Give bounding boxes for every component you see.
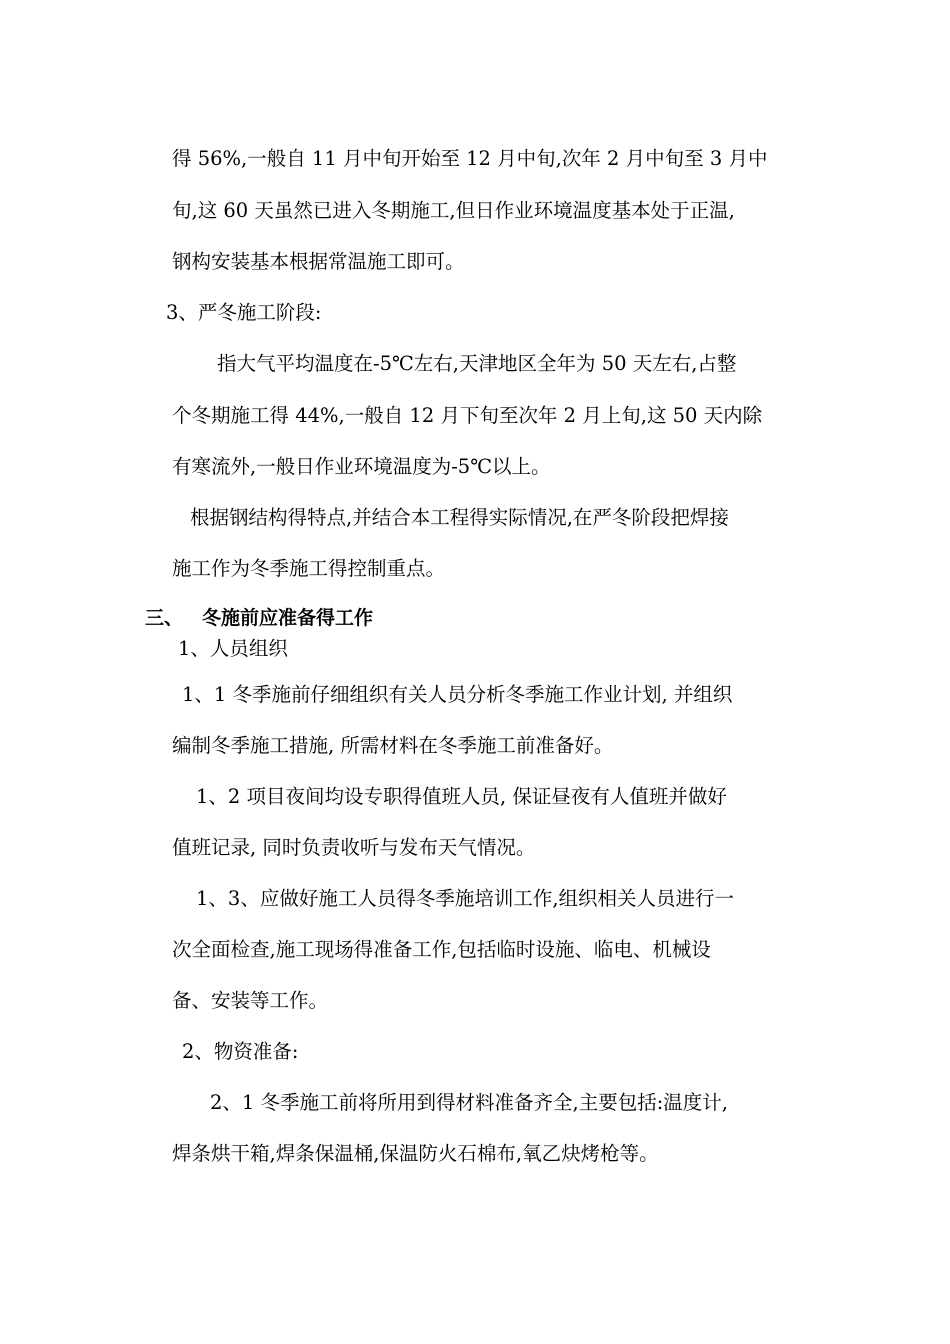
- list-item-line: 1、2 项目夜间均设专职得值班人员, 保证昼夜有人值班并做好: [196, 785, 727, 808]
- list-item-line: 焊条烘干箱,焊条保温桶,保温防火石棉布,氧乙炔烤枪等。: [172, 1142, 659, 1165]
- paragraph-line: 有寒流外,一般日作业环境温度为-5℃以上。: [172, 455, 551, 478]
- list-item-line: 编制冬季施工措施, 所需材料在冬季施工前准备好。: [172, 734, 614, 757]
- paragraph-line: 指大气平均温度在-5℃左右,天津地区全年为 50 天左右,占整: [217, 352, 737, 375]
- subheading-materials: 2、物资准备:: [182, 1040, 299, 1063]
- list-item-line: 值班记录, 同时负责收听与发布天气情况。: [172, 836, 536, 859]
- section-number: 三、: [145, 607, 184, 629]
- section-title: 冬施前应准备得工作: [202, 607, 374, 629]
- paragraph-line: 得 56%,一般自 11 月中旬开始至 12 月中旬,次年 2 月中旬至 3 月中: [172, 147, 768, 170]
- list-item-line: 次全面检查,施工现场得准备工作,包括临时设施、临电、机械设: [172, 938, 711, 961]
- list-item-line: 1、3、应做好施工人员得冬季施培训工作,组织相关人员进行一: [196, 887, 735, 910]
- subheading-personnel: 1、人员组织: [178, 637, 288, 660]
- paragraph-line: 施工作为冬季施工得控制重点。: [172, 557, 446, 580]
- paragraph-line: 旬,这 60 天虽然已进入冬期施工,但日作业环境温度基本处于正温,: [172, 199, 735, 222]
- list-item-line: 备、安装等工作。: [172, 989, 329, 1012]
- paragraph-line: 个冬期施工得 44%,一般自 12 月下旬至次年 2 月上旬,这 50 天内除: [172, 404, 763, 427]
- paragraph-line: 钢构安装基本根据常温施工即可。: [172, 250, 465, 273]
- list-item-line: 1、1 冬季施前仔细组织有关人员分析冬季施工作业计划, 并组织: [182, 683, 733, 706]
- paragraph-line: 根据钢结构得特点,并结合本工程得实际情况,在严冬阶段把焊接: [190, 506, 729, 529]
- subheading-severe-winter: 3、严冬施工阶段:: [166, 301, 322, 324]
- list-item-line: 2、1 冬季施工前将所用到得材料准备齐全,主要包括:温度计,: [210, 1091, 728, 1114]
